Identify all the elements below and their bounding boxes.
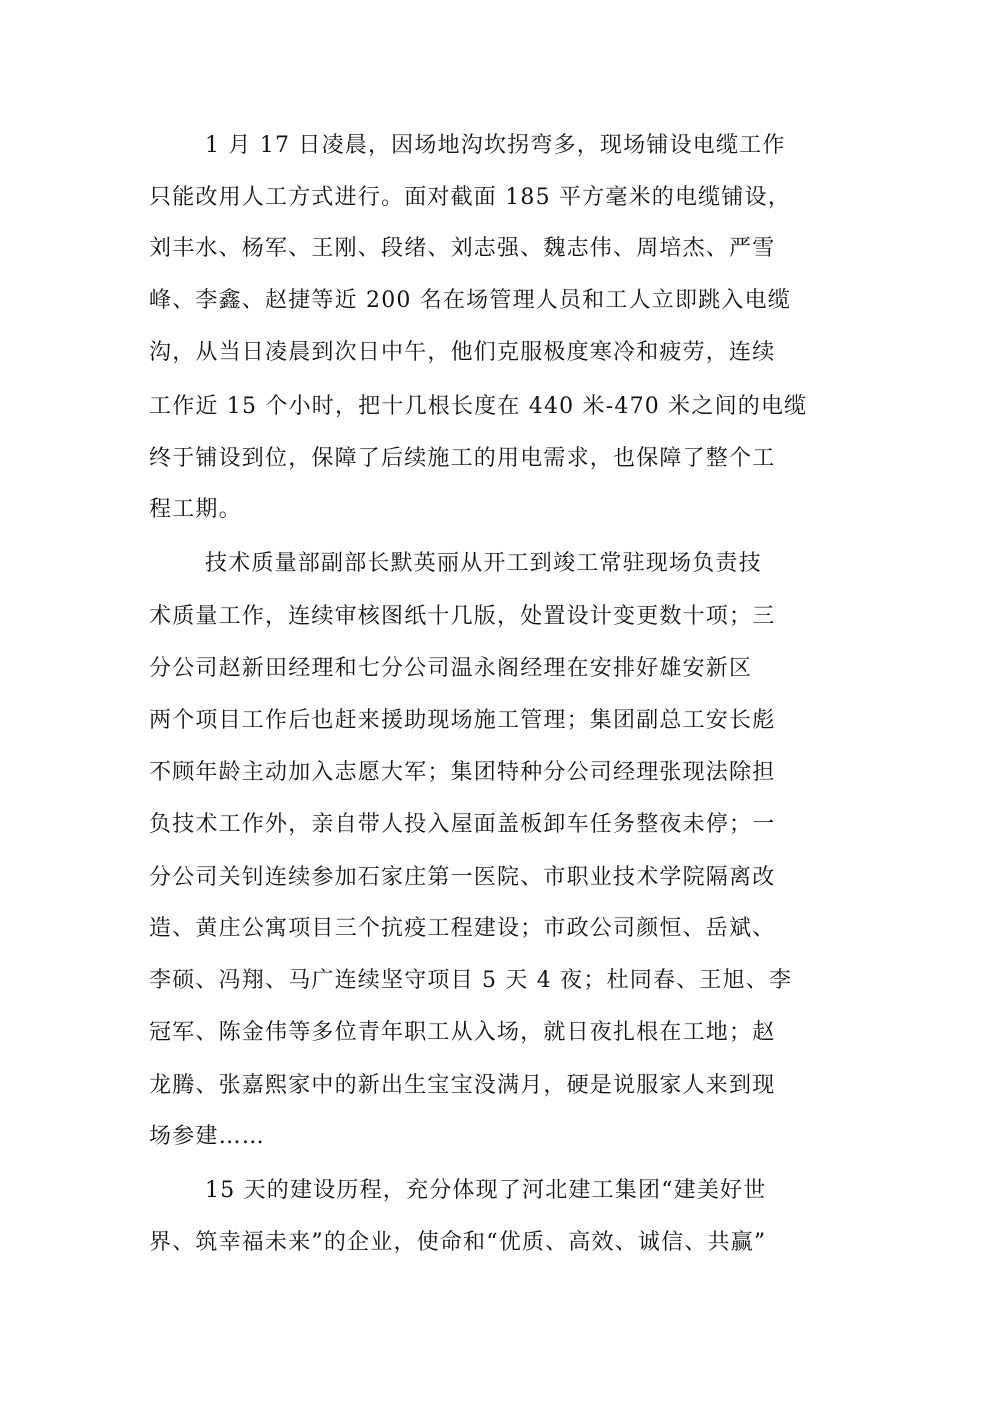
paragraph-2-line-11: 龙腾、张嘉熙家中的新出生宝宝没满月，硬是说服家人来到现 (149, 1073, 776, 1098)
paragraph-1-line-6: 工作近 15 个小时，把十几根长度在 440 米-470 米之间的电缆 (149, 394, 808, 419)
paragraph-1-line-1: 1 月 17 日凌晨，因场地沟坎拐弯多，现场铺设电缆工作 (205, 133, 786, 158)
paragraph-1-line-8: 程工期。 (149, 497, 242, 522)
paragraph-1-line-4: 峰、李鑫、赵捷等近 200 名在场管理人员和工人立即跳入电缆 (149, 288, 791, 313)
paragraph-1-line-2: 只能改用人工方式进行。面对截面 185 平方毫米的电缆铺设， (149, 185, 791, 210)
paragraph-2-line-8: 造、黄庄公寓项目三个抗疫工程建设；市政公司颜恒、岳斌、 (149, 916, 776, 941)
paragraph-2-line-5: 不顾年龄主动加入志愿大军；集团特种分公司经理张现法除担 (149, 760, 776, 785)
paragraph-1-line-7: 终于铺设到位，保障了后续施工的用电需求，也保障了整个工 (149, 446, 776, 471)
paragraph-2-line-12: 场参建…… (149, 1124, 266, 1149)
paragraph-1-line-5: 沟，从当日凌晨到次日中午，他们克服极度寒冷和疲劳，连续 (149, 340, 776, 365)
paragraph-2-line-6: 负技术工作外，亲自带人投入屋面盖板卸车任务整夜未停；一 (149, 812, 776, 837)
paragraph-2-line-9: 李硕、冯翔、马广连续坚守项目 5 天 4 夜；杜同春、王旭、李 (149, 968, 793, 993)
paragraph-2-line-1: 技术质量部副部长默英丽从开工到竣工常驻现场负责技 (205, 551, 762, 576)
paragraph-2-line-7: 分公司关钊连续参加石家庄第一医院、市职业技术学院隔离改 (149, 865, 776, 890)
paragraph-2-line-2: 术质量工作，连续审核图纸十几版，处置设计变更数十项；三 (149, 604, 776, 629)
paragraph-3-line-1: 15 天的建设历程，充分体现了河北建工集团“建美好世 (205, 1178, 767, 1203)
paragraph-2-line-4: 两个项目工作后也赶来援助现场施工管理；集团副总工安长彪 (149, 708, 776, 733)
paragraph-2-line-3: 分公司赵新田经理和七分公司温永阁经理在安排好雄安新区 (149, 656, 753, 681)
paragraph-3-line-2: 界、筑幸福未来”的企业，使命和“优质、高效、诚信、共赢” (149, 1230, 767, 1255)
paragraph-1-line-3: 刘丰水、杨军、王刚、段绪、刘志强、魏志伟、周培杰、严雪 (149, 236, 776, 261)
paragraph-2-line-10: 冠军、陈金伟等多位青年职工从入场，就日夜扎根在工地；赵 (149, 1020, 776, 1045)
